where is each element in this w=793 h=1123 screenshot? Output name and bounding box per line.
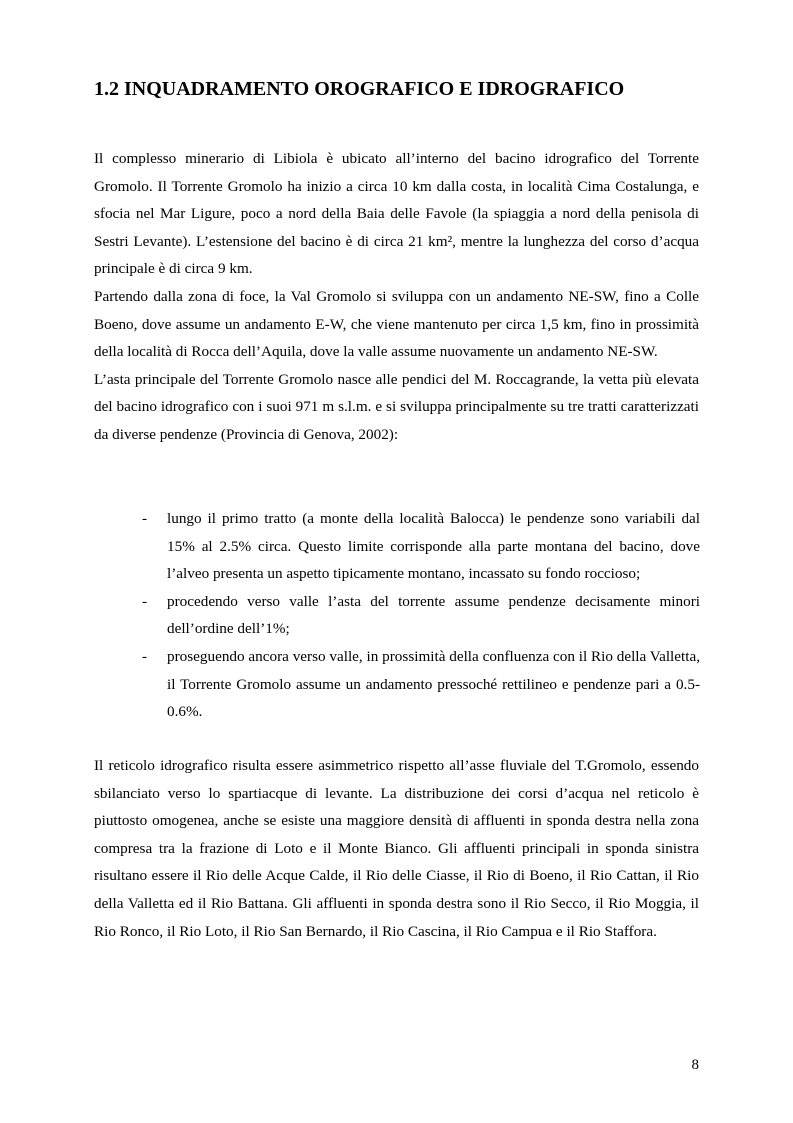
list-item — [140, 643, 700, 726]
list-dash: - — [142, 510, 148, 527]
list-item-text: lungo il primo tratto (a monte della località Balocca) le pendenze sono variabili dal 15% al 2.5% circa. Questo limite corrisponde alla parte montana del bacino, dove l’alveo presenta un aspetto tipicamente montano, incassato su fondo roccioso; — [167, 510, 700, 583]
list-dash: - — [142, 592, 148, 610]
paragraph-val-gromolo: Partendo dalla zona di foce, la Val Gromolo si sviluppa con un andamento NE-SW, fino a Colle Boeno, dove assume un andamento E-W, che viene mantenuto per circa 1,5 km, fino in prossimità della località di Rocca dell’Aquila, dove la valle assume nuovamente un andamento NE-SW. — [94, 287, 699, 361]
page-number: 8 — [691, 1057, 699, 1073]
list-item — [140, 588, 700, 643]
list-item-text: procedendo verso valle l’asta del torrente assume pendenze decisamente minori dell’ordine dell’1%; — [167, 592, 700, 638]
pendenze-list — [140, 505, 700, 726]
list-dash: - — [142, 647, 148, 665]
paragraph-reticolo: Il reticolo idrografico risulta essere asimmetrico rispetto all’asse fluviale del T.Gromolo, essendo sbilanciato verso lo spartiacque di levante. La distribuzione dei corsi d’acqua nel reticolo è piuttosto omogenea, anche se esiste una maggiore densità di affluenti in sponda destra nella zona compresa tra la frazione di Loto e il Monte Bianco. Gli affluenti principali in sponda sinistra risultano essere il Rio delle Acque Calde, il Rio delle Ciasse, il Rio di Boeno, il Rio Cattan, il Rio della Valletta ed il Rio Battana. Gli affluenti in sponda destra sono il Rio Secco, il Rio Moggia, il Rio Ronco, il Rio Loto, il Rio San Bernardo, il Rio Cascina, il Rio Campua e il Rio Staffora. — [94, 757, 699, 940]
paragraph-bacino: Il complesso minerario di Libiola è ubicato all’interno del bacino idrografico del Torrente Gromolo. Il Torrente Gromolo ha inizio a circa 10 km dalla costa, in località Cima Costalunga, e sfocia nel Mar Ligure, poco a nord della Baia delle Favole (la spiaggia a nord della penisola di Sestri Levante). L’estensione del bacino è di circa 21 km², mentre la lunghezza del corso d’acqua principale è di circa 9 km. — [94, 150, 699, 278]
intro-text — [94, 145, 699, 449]
list-item-text: proseguendo ancora verso valle, in prossimità della confluenza con il Rio della Valletta, il Torrente Gromolo assume un andamento pressoché rettilineo e pendenze pari a 0.5-0.6%. — [167, 647, 700, 721]
list-item — [140, 505, 700, 588]
paragraph-asta-principale: L’asta principale del Torrente Gromolo nasce alle pendici del M. Roccagrande, la vetta più elevata del bacino idrografico con i suoi 971 m s.l.m. e si sviluppa principalmente su tre tratti caratterizzati da diverse pendenze (Provincia di Genova, 2002): — [94, 370, 699, 443]
section-heading: 1.2 INQUADRAMENTO OROGRAFICO E IDROGRAFICO — [94, 78, 625, 100]
